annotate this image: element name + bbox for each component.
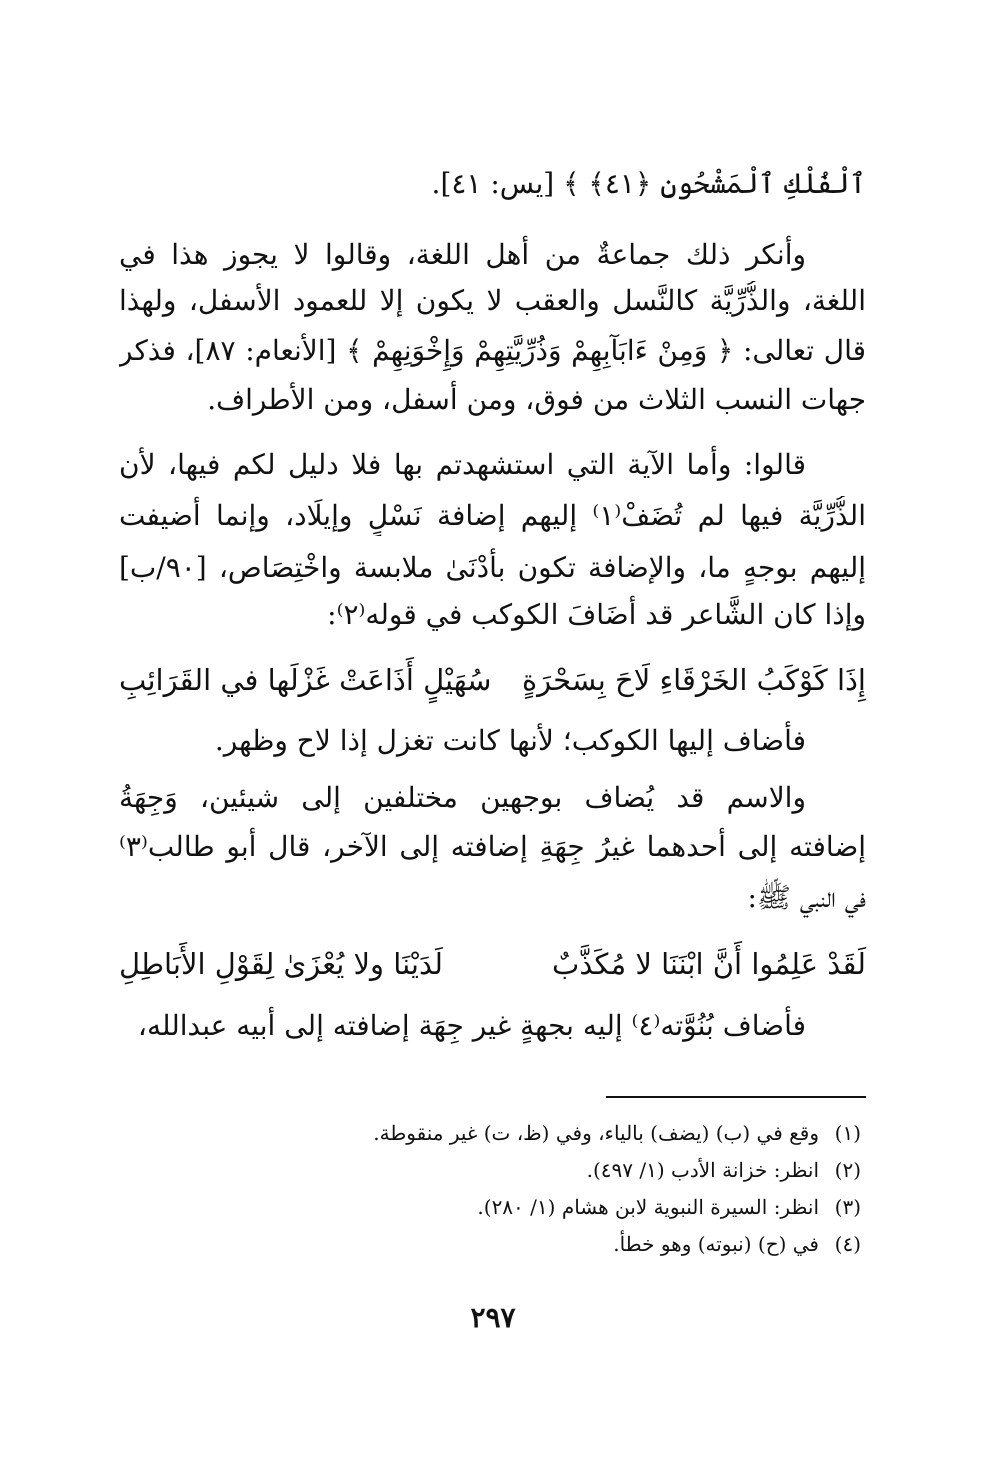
paragraph-5-line-1: فأضاف بُنُوَّته⁽٤⁾ إليه بجهةٍ غير جِهَة إضافته إلى أبيه عبدالله، xyxy=(137,1009,806,1042)
verse-2-first-hemistich: لَقَدْ عَلِمُوا أَنَّ ابْنَنَا لا مُكَذَّبٌ xyxy=(552,947,866,981)
footnote-2-text: انظر: خزانة الأدب (١/ ٤٩٧). xyxy=(586,1158,819,1182)
poetry-verse-1 xyxy=(119,658,866,702)
footnote-2 xyxy=(141,1155,861,1185)
verse-1-first-hemistich: إِذَا كَوْكَبُ الخَرْقَاءِ لَاحَ بِسَحْرَةٍ xyxy=(521,663,866,697)
footnote-4 xyxy=(141,1229,861,1259)
paragraph-2-line-2: الذُّرِّيَّة فيها لم تُضَفْ⁽١⁾ إليهم إضافة نَسْلٍ وإيلَاد، وإنما أضيفت xyxy=(119,499,866,532)
paragraph-2-line-4: وإذا كان الشَّاعر قد أضَافَ الكوكب في قوله⁽٢⁾: xyxy=(327,598,866,631)
verse-2-second-hemistich: لَدَيْنَا ولا يُعْزَىٰ لِقَوْلِ الأَبَاطِلِ xyxy=(119,947,443,981)
footnote-1 xyxy=(141,1118,861,1148)
footnote-1-number: (١) xyxy=(834,1121,861,1145)
poetry-verse-2 xyxy=(119,942,866,986)
footnote-3-number: (٣) xyxy=(834,1195,861,1219)
paragraph-2-line-3: إليهم بوجهٍ ما، والإضافة تكون بأَدْنَىٰ ملابسة واخْتِصَاص، [٩٠/ب] xyxy=(119,551,866,584)
footnote-3-text: انظر: السيرة النبوية لابن هشام (١/ ٢٨٠). xyxy=(477,1195,819,1219)
footnote-3 xyxy=(141,1192,861,1222)
footnote-1-text: وقع في (ب) (يضف) بالياء، وفي (ظ، ت) غير منقوطة. xyxy=(373,1121,819,1145)
paragraph-3-line-1: فأضاف إليها الكوكب؛ لأنها كانت تغزل إذا لاح وظهر. xyxy=(214,724,806,757)
paragraph-1-line-2: اللغة، والذُّرِّيَّة كالنَّسل والعقب لا يكون إلا للعمود الأسفل، ولهذا xyxy=(119,284,866,317)
paragraph-1-line-4: جهات النسب الثلاث من فوق، ومن أسفل، ومن الأطراف. xyxy=(207,383,866,416)
quran-verse-end-line: ٱلْفُلْكِ ٱلْمَشْحُونِ ﴿٤١﴾ ﴾ [يس: ٤١]. xyxy=(431,167,866,200)
footnote-4-text: في (ح) (نبوته) وهو خطأ. xyxy=(613,1232,819,1256)
paragraph-1-line-3: قال تعالى: ﴿ وَمِنْ ءَابَآبِهِمْ وَذُرِّيَّتِهِمْ وَإِخْوَنِهِمْ ﴾ [الأنعام: ٨٧]، فذكر xyxy=(119,334,866,367)
paragraph-2-line-1: قالوا: وأما الآية التي استشهدتم بها فلا دليل لكم فيها، لأن xyxy=(119,448,806,481)
paragraph-1-line-1: وأنكر ذلك جماعةٌ من أهل اللغة، وقالوا لا يجوز هذا في xyxy=(119,238,806,271)
paragraph-4-line-3: في النبي ﷺ: xyxy=(747,881,866,914)
paragraph-4-line-1: والاسم قد يُضاف بوجهين مختلفين إلى شيئين، وَجِهَةُ xyxy=(119,781,806,814)
verse-1-second-hemistich: سُهَيْلٍ أَذَاعَتْ غَزْلَها في القَرَائِبِ xyxy=(119,663,492,697)
footnote-2-number: (٢) xyxy=(834,1158,861,1182)
footnote-4-number: (٤) xyxy=(834,1232,861,1256)
footnote-separator xyxy=(606,1096,866,1098)
paragraph-4-line-2: إضافته إلى أحدهما غيرُ جِهَةِ إضافته إلى الآخر، قال أبو طالب⁽٣⁾ xyxy=(119,830,866,863)
page-number: ٢٩٧ xyxy=(470,1301,516,1334)
